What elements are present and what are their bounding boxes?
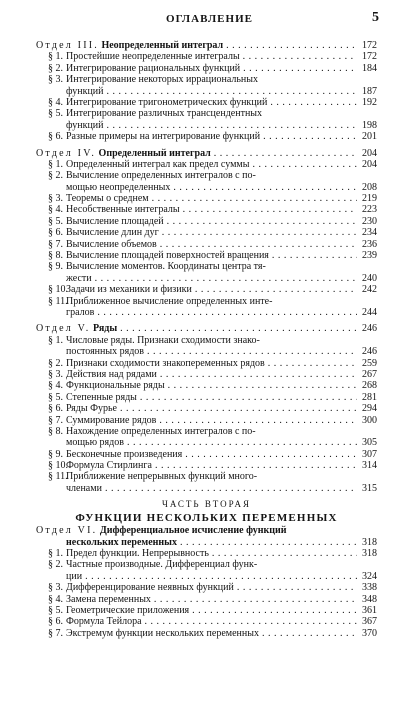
- toc-entry: [36, 582, 377, 593]
- toc-entry-text: [48, 605, 357, 616]
- toc-entry-text: [48, 193, 357, 204]
- toc-entry-text: [48, 239, 357, 250]
- toc-page-number: 268: [362, 380, 377, 392]
- section-number: § 7.: [48, 238, 63, 250]
- toc-entry: [36, 86, 377, 97]
- toc-entry: [36, 159, 377, 170]
- section-number: § 8.: [48, 425, 63, 437]
- toc-page-number: 318: [362, 536, 377, 548]
- table-of-contents: [36, 40, 377, 639]
- section-number: § 8.: [48, 250, 63, 262]
- toc-division: [36, 148, 377, 159]
- toc-entry-text: [48, 559, 357, 570]
- section-title: Простейшие неопределенные интегралы: [66, 51, 240, 63]
- section-title-continued: мощью неопределенных: [66, 181, 171, 193]
- toc-entry-text: [36, 148, 357, 159]
- section-number: § 11.: [48, 295, 68, 307]
- section-number: § 1.: [48, 51, 63, 63]
- section-number: § 7.: [48, 627, 63, 639]
- toc-entry-text: [48, 415, 357, 426]
- toc-entry: [36, 63, 377, 74]
- toc-page-number: 338: [362, 582, 377, 594]
- section-title: Интегрирование различных трансцендентных: [66, 108, 263, 120]
- section-number: § 3.: [48, 193, 63, 205]
- toc-entry-text: [48, 460, 357, 471]
- section-title: Числовые ряды. Признаки сходимости знако-: [66, 334, 260, 346]
- section-number: § 3.: [48, 368, 63, 380]
- toc-entry-text: [48, 582, 357, 593]
- section-title-continued: функций: [66, 119, 104, 131]
- toc-division: [36, 40, 377, 51]
- section-number: § 4.: [48, 204, 63, 216]
- section-title: Несобственные интегралы: [66, 204, 180, 216]
- section-title: Частные производные. Дифференциал функ-: [66, 559, 258, 571]
- toc-entry: [36, 426, 377, 437]
- toc-page-number: 324: [362, 570, 377, 582]
- division-label: Отдел IV.: [36, 147, 97, 159]
- section-title: Вычисление площадей поверхностей вращения: [66, 250, 269, 262]
- toc-entry: [36, 51, 377, 62]
- toc-entry-text: [66, 483, 357, 494]
- section-title: Приближенное вычисление определенных инте-: [66, 295, 273, 307]
- toc-entry-text: [66, 346, 357, 357]
- part-heading: ЧАСТЬ ВТОРАЯ: [162, 499, 251, 510]
- section-number: § 9.: [48, 261, 63, 273]
- division-label: Отдел III.: [36, 40, 99, 51]
- section-title: Формула Тейлора: [66, 616, 142, 628]
- section-number: § 4.: [48, 96, 63, 108]
- toc-entry: [36, 369, 377, 380]
- section-number: § 6.: [48, 131, 63, 143]
- section-title: Интегрирование тригонометрических функций: [66, 96, 268, 108]
- toc-entry-text: [48, 628, 357, 639]
- section-number: § 11.: [48, 471, 68, 483]
- toc-division: [36, 525, 377, 536]
- toc-entry: [36, 227, 377, 238]
- toc-page-number: 259: [362, 357, 377, 369]
- section-title: Вычисление объемов: [66, 238, 157, 250]
- toc-page-number: 240: [362, 272, 377, 284]
- section-number: § 5.: [48, 391, 63, 403]
- toc-entry-text: [36, 323, 357, 334]
- section-title: Вычисление длин дуг: [66, 227, 159, 239]
- section-title-continued: функций: [66, 85, 104, 97]
- section-number: § 2.: [48, 62, 63, 74]
- toc-entry-text: [66, 571, 357, 582]
- toc-page-number: 307: [362, 448, 377, 460]
- toc-page-number: 184: [362, 62, 377, 74]
- toc-entry: [36, 193, 377, 204]
- section-title: Бесконечные произведения: [66, 448, 183, 460]
- toc-entry-text: [48, 449, 357, 460]
- section-title: Определенный интеграл как предел суммы: [66, 158, 250, 170]
- toc-page-number: 294: [362, 403, 377, 415]
- toc-page-number: 208: [362, 181, 377, 193]
- toc-entry: [36, 346, 377, 357]
- toc-page-number: 370: [362, 627, 377, 639]
- toc-entry-text: [48, 403, 357, 414]
- toc-page-number: 204: [362, 147, 377, 159]
- section-title-continued: гралов: [66, 306, 95, 318]
- page-title: ОГЛАВЛЕНИЕ: [166, 13, 253, 25]
- toc-entry: [36, 250, 377, 261]
- section-title: Нахождение определенных интегралов с по-: [66, 425, 256, 437]
- toc-entry-text: [48, 97, 357, 108]
- division-label: Отдел VI.: [36, 525, 98, 537]
- toc-entry-text: [48, 159, 357, 170]
- toc-entry: [36, 460, 377, 471]
- toc-entry: [36, 571, 377, 582]
- toc-entry-text: [48, 284, 357, 295]
- toc-entry-text: [48, 616, 357, 627]
- toc-entry: [36, 380, 377, 391]
- toc-entry-text: [66, 307, 357, 318]
- toc-entry: [36, 616, 377, 627]
- toc-page-number: 172: [362, 51, 377, 63]
- division-name: Неопределенный интеграл: [101, 40, 224, 51]
- section-title: Вычисление площадей: [66, 215, 164, 227]
- toc-page-number: 315: [362, 482, 377, 494]
- division-name: Ряды: [93, 323, 118, 335]
- section-number: § 9.: [48, 448, 63, 460]
- section-title: Признаки сходимости знакопеременных рядов: [66, 357, 265, 369]
- toc-entry: [36, 559, 377, 570]
- section-title: Интегрирование некоторых иррациональных: [66, 74, 258, 86]
- toc-entry: [36, 239, 377, 250]
- toc-entry-text: [48, 227, 357, 238]
- toc-entry-text: [48, 51, 357, 62]
- section-number: § 2.: [48, 559, 63, 571]
- toc-entry: [36, 74, 377, 85]
- section-number: § 3.: [48, 582, 63, 594]
- toc-page-number: 192: [362, 96, 377, 108]
- toc-entry-text: [48, 131, 357, 142]
- toc-entry: [36, 204, 377, 215]
- toc-entry-text: [48, 216, 357, 227]
- toc-entry-text: [48, 392, 357, 403]
- section-number: § 1.: [48, 548, 63, 560]
- toc-page-number: 348: [362, 593, 377, 605]
- toc-entry: [36, 392, 377, 403]
- toc-entry: [36, 284, 377, 295]
- toc-entry-text: [66, 182, 357, 193]
- toc-entry-text: [48, 204, 357, 215]
- toc-entry: [36, 605, 377, 616]
- toc-entry: [36, 449, 377, 460]
- toc-entry-text: [66, 273, 357, 284]
- toc-entry-text: [48, 335, 357, 346]
- toc-entry: [36, 403, 377, 414]
- toc-entry: [36, 537, 377, 548]
- toc-page-number: 300: [362, 414, 377, 426]
- toc-entry-text: [66, 120, 357, 131]
- toc-entry: [36, 358, 377, 369]
- section-number: § 7.: [48, 414, 63, 426]
- toc-page-number: 281: [362, 391, 377, 403]
- toc-entry: [36, 108, 377, 119]
- toc-entry: [36, 415, 377, 426]
- toc-entry-text: [66, 437, 357, 448]
- toc-page-number: 305: [362, 437, 377, 449]
- section-number: § 2.: [48, 357, 63, 369]
- section-number: § 6.: [48, 227, 63, 239]
- section-number: § 2.: [48, 170, 63, 182]
- page-number: 5: [372, 10, 379, 25]
- toc-page-number: 242: [362, 284, 377, 296]
- toc-page-number: 314: [362, 460, 377, 472]
- toc-division: [36, 323, 377, 334]
- toc-entry: [36, 335, 377, 346]
- toc-page-number: 230: [362, 215, 377, 227]
- section-title: Степенные ряды: [66, 391, 137, 403]
- division-name: Дифференциальное исчисление функций: [99, 525, 287, 537]
- toc-entry: [36, 307, 377, 318]
- toc-page-number: 246: [362, 346, 377, 358]
- section-title: Интегрирование рациональных функций: [66, 62, 241, 74]
- toc-page-number: 361: [362, 604, 377, 616]
- section-title-continued: жести: [66, 272, 92, 284]
- toc-page-number: 244: [362, 306, 377, 318]
- section-number: § 4.: [48, 593, 63, 605]
- section-title: Экстремум функции нескольких переменных: [66, 627, 259, 639]
- toc-entry: [36, 594, 377, 605]
- section-title: Разные примеры на интегрирование функций: [66, 131, 261, 143]
- section-title: Вычисление определенных интегралов с по-: [66, 170, 256, 182]
- toc-entry-text: [36, 525, 357, 536]
- toc-entry: [36, 437, 377, 448]
- section-title: Ряды Фурье: [66, 403, 117, 415]
- toc-entry: [36, 216, 377, 227]
- toc-entry-text: [66, 86, 357, 97]
- section-title: Задачи из механики и физики: [66, 284, 192, 296]
- page-header: [0, 10, 419, 30]
- section-number: § 3.: [48, 74, 63, 86]
- toc-entry-text: [48, 471, 357, 482]
- section-title: Теоремы о среднем: [66, 193, 149, 205]
- section-title: Дифференцирование неявных функций: [66, 582, 234, 594]
- toc-entry-text: [48, 74, 357, 85]
- toc-page-number: 246: [362, 323, 377, 335]
- toc-entry: [36, 273, 377, 284]
- section-title: Приближение непрерывных функций много-: [66, 471, 258, 483]
- toc-entry-text: [48, 369, 357, 380]
- toc-page-number: 239: [362, 250, 377, 262]
- toc-page-number: 367: [362, 616, 377, 628]
- toc-page-number: 201: [362, 131, 377, 143]
- section-title-continued: членами: [66, 482, 102, 494]
- toc-entry-text: [48, 594, 357, 605]
- section-title: Функциональные ряды: [66, 380, 165, 392]
- toc-entry-text: [48, 380, 357, 391]
- toc-page-number: 234: [362, 227, 377, 239]
- section-title: Действия над рядами: [66, 368, 157, 380]
- section-number: § 10.: [48, 284, 68, 296]
- toc-entry-text: [48, 63, 357, 74]
- section-title: Вычисление моментов. Координаты центра тя-: [66, 261, 266, 273]
- section-number: § 1.: [48, 334, 63, 346]
- section-title-continued: постоянных рядов: [66, 346, 145, 358]
- toc-entry-text: [48, 108, 357, 119]
- toc-page-number: 172: [362, 40, 377, 51]
- section-title-continued: мощью рядов: [66, 437, 124, 449]
- toc-entry-text: [66, 537, 357, 548]
- toc-entry: [36, 120, 377, 131]
- part-title: ФУНКЦИИ НЕСКОЛЬКИХ ПЕРЕМЕННЫХ: [75, 512, 338, 525]
- section-number: § 10.: [48, 460, 68, 472]
- section-number: § 5.: [48, 604, 63, 616]
- toc-page-number: 187: [362, 85, 377, 97]
- toc-page-number: 219: [362, 193, 377, 205]
- section-number: § 6.: [48, 616, 63, 628]
- division-name: Определенный интеграл: [98, 147, 211, 159]
- toc-entry-text: [48, 426, 357, 437]
- toc-entry: [36, 97, 377, 108]
- toc-page-number: 236: [362, 238, 377, 250]
- section-number: § 1.: [48, 158, 63, 170]
- division-label: Отдел V.: [36, 323, 91, 335]
- section-title: Суммирование рядов: [66, 414, 157, 426]
- toc-entry-text: [48, 261, 357, 272]
- section-title-continued: нескольких переменных: [66, 536, 177, 548]
- toc-page-number: 223: [362, 204, 377, 216]
- section-title: Геометрические приложения: [66, 604, 190, 616]
- section-title: Формула Стирлинга: [66, 460, 152, 472]
- toc-entry: [36, 471, 377, 482]
- toc-page-number: 318: [362, 548, 377, 560]
- toc-entry: [36, 182, 377, 193]
- toc-entry: [36, 628, 377, 639]
- section-title: Замена переменных: [66, 593, 151, 605]
- section-number: § 5.: [48, 215, 63, 227]
- toc-entry: [36, 548, 377, 559]
- toc-entry: [36, 170, 377, 181]
- toc-entry-text: [48, 170, 357, 181]
- toc-page-number: 267: [362, 368, 377, 380]
- toc-entry-text: [48, 296, 357, 307]
- section-number: § 4.: [48, 380, 63, 392]
- section-title: Предел функции. Непрерывность: [66, 548, 209, 560]
- toc-entry-text: [48, 250, 357, 261]
- section-number: § 5.: [48, 108, 63, 120]
- toc-page-number: 198: [362, 119, 377, 131]
- toc-page-number: 204: [362, 158, 377, 170]
- toc-entry-text: [48, 358, 357, 369]
- toc-entry: [36, 131, 377, 142]
- section-number: § 6.: [48, 403, 63, 415]
- toc-entry-text: [48, 548, 357, 559]
- toc-entry: [36, 483, 377, 494]
- section-title-continued: ции: [66, 570, 83, 582]
- toc-entry: [36, 296, 377, 307]
- toc-entry: [36, 261, 377, 272]
- toc-entry-text: [36, 40, 357, 51]
